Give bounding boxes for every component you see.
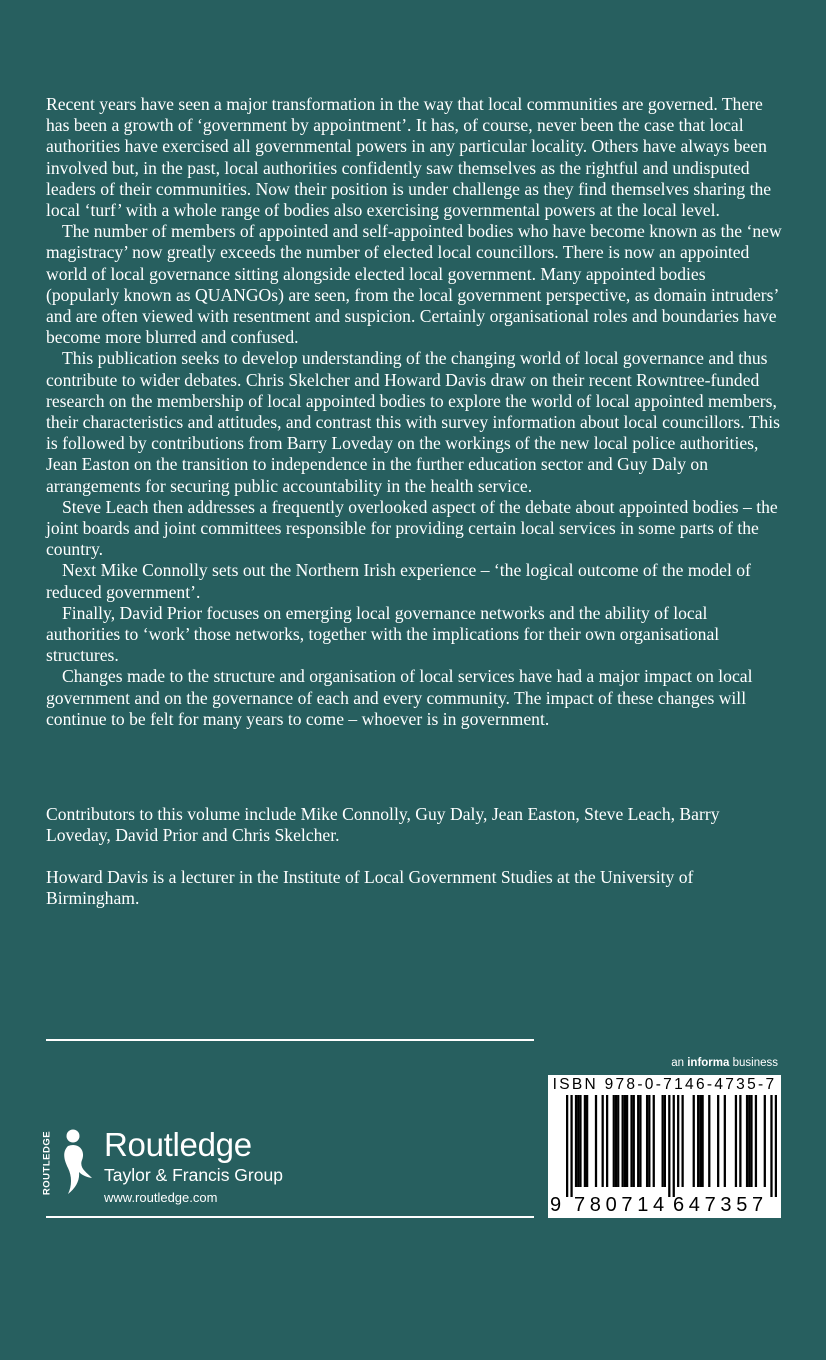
barcode-bars [552,1095,777,1197]
barcode-digit: 6 [673,1194,685,1216]
barcode-digit: 4 [688,1194,700,1216]
barcode-digit: 5 [736,1194,748,1216]
barcode-bar [770,1095,772,1197]
barcode-bar [626,1095,628,1187]
barcode-bar [595,1095,597,1187]
blurb-paragraph-3: This publication seeks to develop understanding of the changing world of local governance and thus contribute to wider debates. Chris Skelcher and Howard Davis draw on their recent Rowntree-funded research on the membership of local appointed bodies to explore the world of local appointed members, their characteristics and attitudes, and contrast this with survey information about local councillors. This is followed by contributions from Barry Loveday on the workings of the new local police authorities, Jean Easton on the transition to independence in the further education sector and Guy Daly on arrangements for securing public accountability in the health service. [46,348,781,496]
barcode-bar [646,1095,648,1187]
barcode-digit: 1 [637,1194,649,1216]
routledge-figure-icon [56,1128,96,1196]
barcode-bar [575,1095,577,1187]
barcode-digit: 0 [605,1194,617,1216]
barcode-bar [637,1095,639,1187]
barcode-bar [677,1095,679,1187]
barcode-bar [701,1095,703,1187]
publisher-name: Routledge [104,1126,252,1163]
blurb-paragraph-5: Next Mike Connolly sets out the Northern Irish experience – ‘the logical outcome of the model of reduced government’. [46,560,751,602]
barcode-bar [693,1095,695,1187]
barcode-digit: 9 [550,1194,562,1216]
blurb [46,94,782,730]
barcode-bar [708,1095,710,1187]
blurb-paragraph-4: Steve Leach then addresses a frequently overlooked aspect of the debate about appointed bodies – the joint boards and joint committees responsible for providing certain local services in some parts of the country. [46,496,778,560]
barcode-bar [681,1095,683,1187]
barcode-bar [735,1095,737,1187]
barcode-bar [617,1095,619,1187]
barcode-bar [633,1095,635,1187]
isbn-label: ISBN 978-0-7146-4735-7 [552,1076,777,1093]
barcode-bar [764,1095,766,1187]
barcode-bar [775,1095,777,1197]
barcode-bar [630,1095,632,1187]
barcode-bar [717,1095,719,1187]
barcode-bar [570,1095,572,1197]
publisher-group: Taylor & Francis Group [104,1165,283,1185]
informa-tagline [660,1057,778,1069]
barcode-bar [613,1095,615,1187]
barcode-bar [586,1095,588,1187]
barcode-bar [746,1095,748,1187]
barcode-bar [653,1095,655,1187]
blurb-paragraph-6: Finally, David Prior focuses on emerging local governance networks and the ability of local authorities to ‘work’ those networks, together with the implications for their own organisational structures. [46,602,720,666]
barcode-bar [664,1095,666,1187]
author-bio: Howard Davis is a lecturer in the Institute of Local Government Studies at the University of Birmingham. [46,867,694,909]
barcode-bar [750,1095,752,1187]
barcode-bar [648,1095,650,1187]
barcode-bar [755,1095,757,1187]
barcode-bar [566,1095,568,1197]
barcode-bar [579,1095,581,1187]
informa-prefix: an [671,1057,685,1069]
barcode-bar [577,1095,579,1187]
barcode-digit: 7 [574,1194,586,1216]
barcode-bar [748,1095,750,1187]
barcode-digit: 8 [589,1194,601,1216]
routledge-vertical-logo [40,1130,54,1196]
divider-top [46,1039,534,1041]
publisher-block [104,1126,283,1208]
barcode-bar [662,1095,664,1187]
divider-bottom [46,1216,534,1218]
barcode-bar [584,1095,586,1187]
barcode-bar [724,1095,726,1187]
barcode-bar [622,1095,624,1187]
barcode-bar [699,1095,701,1187]
barcode-bar [673,1095,675,1197]
barcode-bar [739,1095,741,1187]
isbn-barcode [548,1075,781,1218]
barcode-bar [606,1095,608,1187]
publisher-url[interactable]: www.routledge.com [104,1190,218,1205]
barcode-bar [602,1095,604,1187]
barcode-digit: 7 [752,1194,764,1216]
barcode-bar [639,1095,641,1187]
barcode-bar [624,1095,626,1187]
barcode-bar [697,1095,699,1187]
barcode-digit: 7 [704,1194,716,1216]
blurb-paragraph-1: Recent years have seen a major transformation in the way that local communities are governed. There has been a growth of ‘government by appointment’. It has, of course, never been the case that local authorities have exercised all governmental powers in any particular locality. Others have always been involved but, in the past, local authorities confidently saw themselves as the rightful and undisputed leaders of their communities. Now their position is under challenge as they find themselves sharing the local ‘turf’ with a whole range of bodies also exercising governmental powers at the local level. [46,94,772,221]
blurb-paragraph-2: The number of members of appointed and self-appointed bodies who have become known as the ‘new magistracy’ now greatly exceeds the number of elected local councillors. There is now an appointed world of local governance sitting alongside elected local government. Many appointed bodies (popularly known as QUANGOs) are seen, from the local government perspective, as domain intruders’ and are often viewed with resentment and suspicion. Certainly organisational roles and boundaries have become more blurred and confused. [46,221,782,348]
informa-suffix: business [732,1057,778,1069]
barcode-digit: 7 [621,1194,633,1216]
barcode-digit: 3 [720,1194,732,1216]
barcode-bar [615,1095,617,1187]
vertical-logo-text: ROUTLEDGE [41,1130,53,1196]
barcode-bar [668,1095,670,1197]
contributors-note: Contributors to this volume include Mike Connolly, Guy Daly, Jean Easton, Steve Leach, Barry Loveday, David Prior and Chris Skelcher. [46,804,720,846]
informa-brand: informa [687,1057,730,1069]
blurb-paragraph-7: Changes made to the structure and organisation of local services have had a major impact on local government and on the governance of each and every community. The impact of these changes will continue to be felt for many years to come – whoever is in government. [46,666,753,729]
barcode-digit: 4 [653,1194,665,1216]
